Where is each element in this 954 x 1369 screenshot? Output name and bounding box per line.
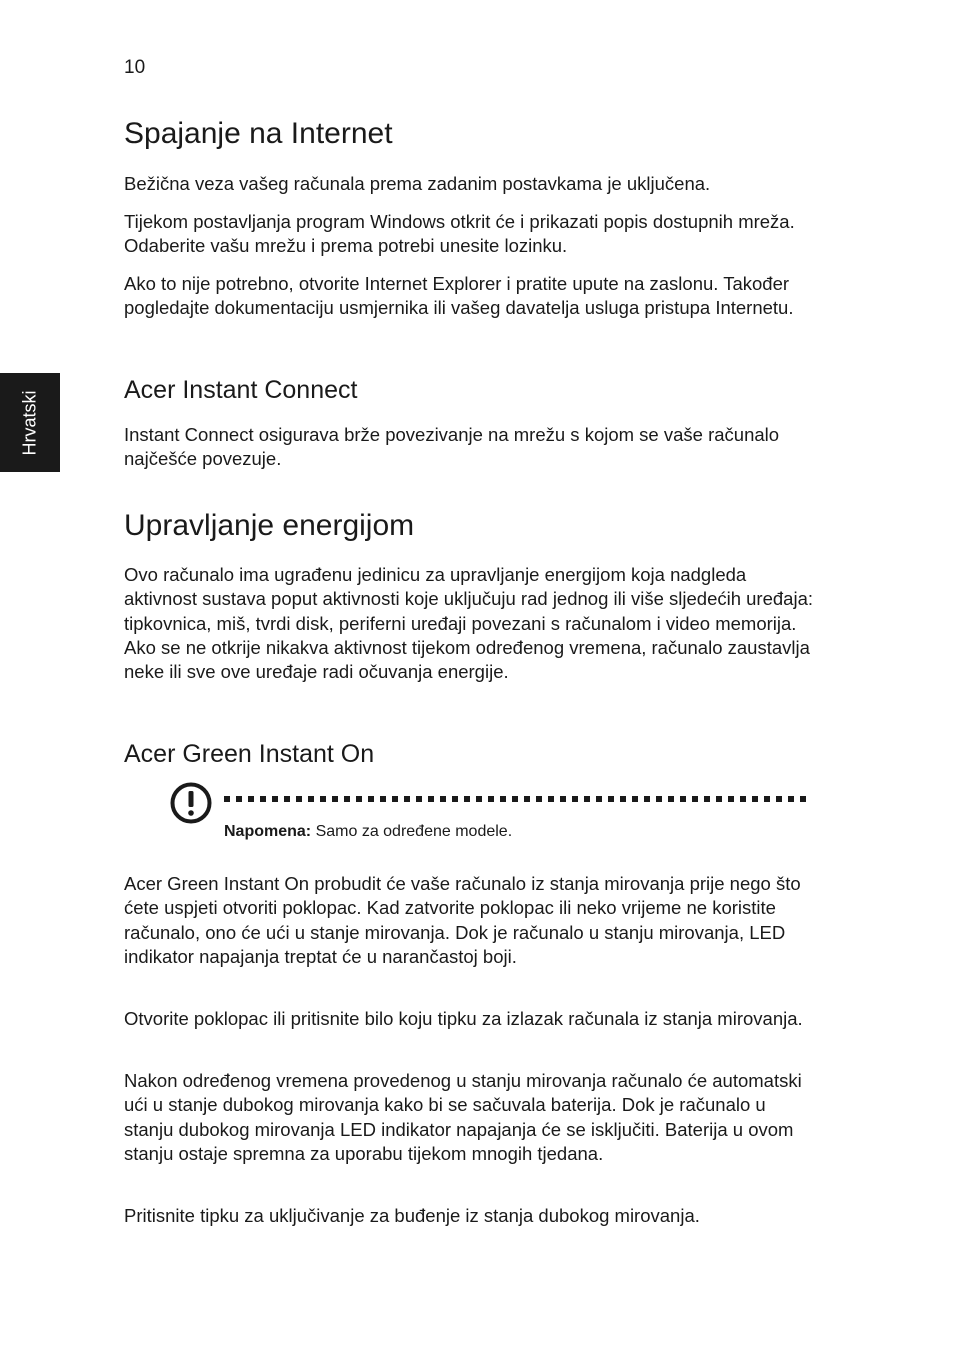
section-title-energy: Upravljanje energijom: [124, 509, 415, 542]
section-title-internet: Spajanje na Internet: [124, 117, 393, 150]
note-dotted-divider: [224, 796, 810, 802]
side-tab-label: Hrvatski: [19, 390, 40, 456]
exclamation-icon: [170, 782, 212, 824]
section-title-green-instant-on: Acer Green Instant On: [124, 740, 375, 768]
internet-paragraph-2: Tijekom postavljanja program Windows otkrit će i prikazati popis dostupnih mreža. Odaberite vašu mrežu i prema potrebi unesite lozinku.: [124, 211, 795, 257]
section-title-instant-connect: Acer Instant Connect: [124, 376, 358, 404]
green-instant-on-paragraph-3: Nakon određenog vremena provedenog u stanju mirovanja računalo će automatski ući u stanje dubokog mirovanja kako bi se sačuvala baterija. Dok je računalo u stanju dubokog mirovanja LED indikator napajanja će se isključiti. Baterija u ovom stanju ostaje spremna za uporabu tijekom mnogih tjedana.: [124, 1070, 802, 1164]
green-instant-on-paragraph-2: Otvorite poklopac ili pritisnite bilo koju tipku za izlazak računala iz stanja mirovanja.: [124, 1008, 803, 1029]
language-side-tab: [0, 373, 60, 472]
page-number: 10: [124, 57, 146, 78]
note-label: Napomena:: [224, 823, 312, 840]
internet-paragraph-3: Ako to nije potrebno, otvorite Internet Explorer i pratite upute na zaslonu. Također pogledajte dokumentaciju usmjernika ili vašeg davatelja usluga pristupa Internetu.: [124, 273, 794, 319]
green-instant-on-paragraph-1: Acer Green Instant On probudit će vaše računalo iz stanja mirovanja prije nego što ćete uspjeti otvoriti poklopac. Kad zatvorite poklopac ili neko vrijeme ne koristite računalo, ono će ući u stanje mirovanja. Dok je računalo u stanju mirovanja, LED indikator napajanja treptat će u narančastoj boji.: [124, 873, 801, 967]
energy-paragraph: Ovo računalo ima ugrađenu jedinicu za upravljanje energijom koja nadgleda aktivnost sustava poput aktivnosti koje uključuju rad jednog ili više sljedećih uređaja: tipkovnica, miš, tvrdi disk, periferni uređaji povezani s računalom i video memorija. Ako se ne otkrije nikakva aktivnost tijekom određenog vremena, računalo zaustavlja neke ili sve ove uređaje radi očuvanja energije.: [124, 564, 813, 683]
note-text: [224, 822, 512, 842]
note-body: Samo za određene modele.: [311, 823, 513, 840]
internet-paragraph-1: Bežična veza vašeg računala prema zadanim postavkama je uključena.: [124, 173, 711, 194]
green-instant-on-paragraph-4: Pritisnite tipku za uključivanje za buđenje iz stanja dubokog mirovanja.: [124, 1205, 700, 1226]
instant-connect-paragraph: Instant Connect osigurava brže povezivanje na mrežu s kojom se vaše računalo najčešće povezuje.: [124, 424, 780, 470]
